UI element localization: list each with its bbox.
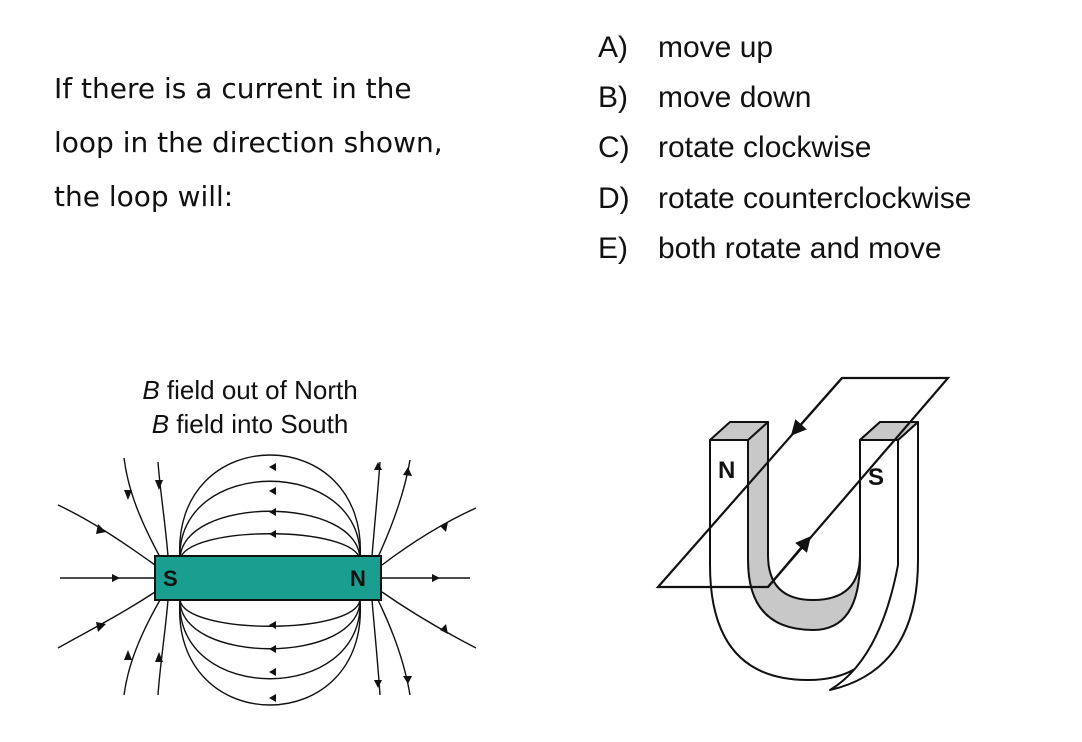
field-line-right-4 — [378, 600, 410, 695]
bar-magnet-body — [155, 556, 381, 600]
field-line-loop-6 — [180, 600, 360, 679]
field-line-loop-5 — [180, 600, 361, 705]
current-arrow-bottom — [768, 542, 806, 587]
choice-e-letter: E) — [598, 232, 628, 265]
question-line-1: If there is a current in the — [54, 72, 412, 105]
choice-a-letter: A) — [598, 31, 628, 64]
bar-magnet-n-label: N — [350, 566, 366, 591]
field-line-left-3 — [124, 458, 160, 557]
question-line-3: the loop will: — [54, 180, 234, 213]
current-arrow-top — [796, 378, 842, 430]
field-line-loop-3 — [180, 511, 360, 560]
horseshoe-s-label: S — [868, 464, 885, 491]
field-line-right-5 — [372, 462, 380, 556]
field-line-left-6 — [158, 600, 168, 695]
choice-e-text: both rotate and move — [658, 232, 942, 265]
field-line-loop-7 — [180, 600, 360, 649]
choice-c-text: rotate clockwise — [658, 131, 872, 164]
horseshoe-magnet — [710, 422, 918, 690]
field-line-loop-2 — [180, 481, 360, 560]
field-line-loop-8 — [180, 600, 360, 626]
choice-c-letter: C) — [598, 131, 630, 164]
choice-d-text: rotate counterclockwise — [658, 182, 972, 215]
field-line-right-2 — [382, 592, 476, 648]
field-line-loop-1 — [180, 455, 361, 560]
bar-magnet-s-label: S — [163, 566, 178, 591]
horseshoe-n-label: N — [718, 457, 736, 484]
caption-line-2: B field into South — [151, 409, 349, 439]
choice-b-letter: B) — [598, 81, 628, 114]
field-line-left-5 — [158, 462, 168, 556]
choice-b-text: move down — [658, 81, 812, 114]
question-line-2: loop in the direction shown, — [54, 126, 443, 159]
choice-a-text: move up — [658, 31, 774, 64]
choice-d-letter: D) — [598, 182, 630, 215]
bar-magnet — [155, 556, 381, 600]
field-line-left-4 — [124, 600, 160, 695]
field-line-left-1 — [58, 505, 155, 565]
caption-line-1: B field out of North — [142, 375, 358, 405]
field-line-right-1 — [382, 508, 476, 565]
